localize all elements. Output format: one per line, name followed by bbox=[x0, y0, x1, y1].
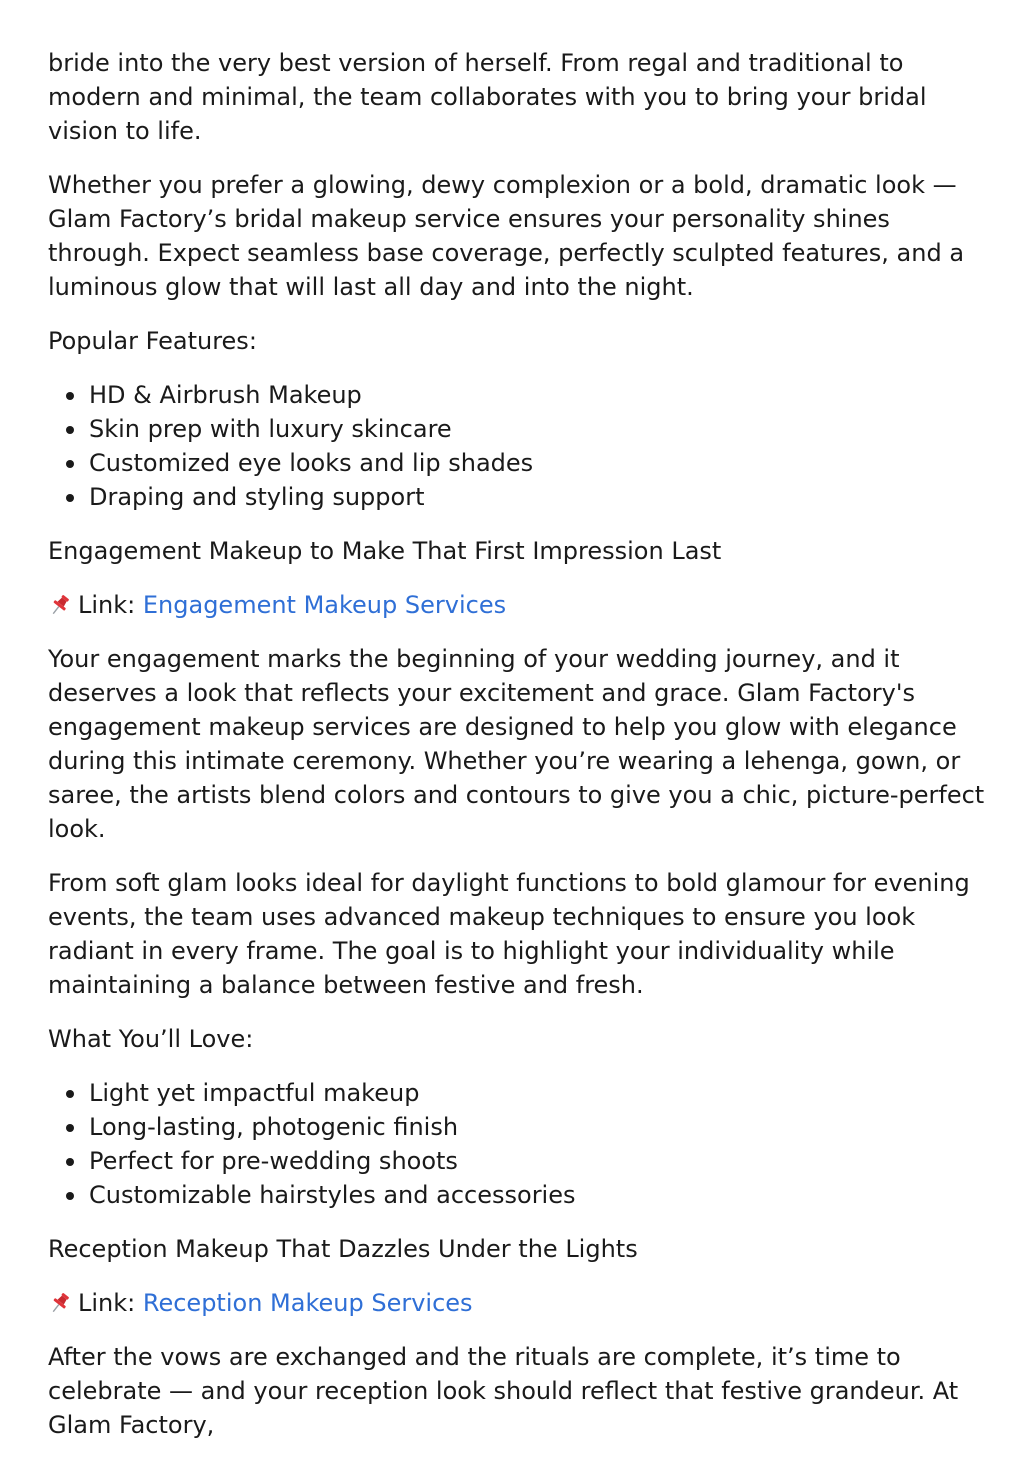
reception-link-prefix: Link: bbox=[78, 1289, 136, 1317]
popular-features-list bbox=[48, 378, 988, 514]
engagement-link-prefix: Link: bbox=[78, 591, 136, 619]
what-youll-love-heading: What You’ll Love: bbox=[48, 1025, 254, 1053]
pushpin-icon bbox=[48, 1291, 72, 1315]
engagement-link-line bbox=[48, 588, 988, 622]
engagement-heading: Engagement Makeup to Make That First Impression Last bbox=[48, 537, 722, 565]
list-item: Light yet impactful makeup bbox=[89, 1076, 988, 1110]
list-item: Draping and styling support bbox=[89, 480, 988, 514]
reception-heading: Reception Makeup That Dazzles Under the Lights bbox=[48, 1235, 638, 1263]
what-youll-love-list bbox=[48, 1076, 988, 1212]
engagement-paragraph-2: From soft glam looks ideal for daylight functions to bold glamour for evening events, the team uses advanced makeup techniques to ensure you look radiant in every frame. The goal is to highlight your individuality while maintaining a balance between festive and fresh. bbox=[48, 869, 970, 999]
document-page bbox=[48, 46, 988, 1462]
engagement-makeup-services-link[interactable]: Engagement Makeup Services bbox=[142, 591, 507, 619]
reception-paragraph-1: After the vows are exchanged and the rituals are complete, it’s time to celebrate — and your reception look should reflect that festive grandeur. At Glam Factory, bbox=[48, 1343, 959, 1439]
list-item: Customizable hairstyles and accessories bbox=[89, 1178, 988, 1212]
list-item: Skin prep with luxury skincare bbox=[89, 412, 988, 446]
list-item: Customized eye looks and lip shades bbox=[89, 446, 988, 480]
intro-paragraph-1: bride into the very best version of herself. From regal and traditional to modern and minimal, the team collaborates with you to bring your bridal vision to life. bbox=[48, 49, 927, 145]
intro-paragraph-2: Whether you prefer a glowing, dewy complexion or a bold, dramatic look — Glam Factory’s bridal makeup service ensures your personality shines through. Expect seamless base coverage, perfectly sculpted features, and a luminous glow that will last all day and into the night. bbox=[48, 171, 965, 301]
list-item: HD & Airbrush Makeup bbox=[89, 378, 988, 412]
reception-makeup-services-link[interactable]: Reception Makeup Services bbox=[142, 1289, 473, 1317]
reception-link-line bbox=[48, 1286, 988, 1320]
list-item: Perfect for pre-wedding shoots bbox=[89, 1144, 988, 1178]
pushpin-icon bbox=[48, 593, 72, 617]
list-item: Long-lasting, photogenic finish bbox=[89, 1110, 988, 1144]
popular-features-heading: Popular Features: bbox=[48, 327, 257, 355]
engagement-paragraph-1: Your engagement marks the beginning of your wedding journey, and it deserves a look that reflects your excitement and grace. Glam Factory's engagement makeup services are designed to help you glow with elegance during this intimate ceremony. Whether you’re wearing a lehenga, gown, or saree, the artists blend colors and contours to give you a chic, picture-perfect look. bbox=[48, 645, 985, 843]
